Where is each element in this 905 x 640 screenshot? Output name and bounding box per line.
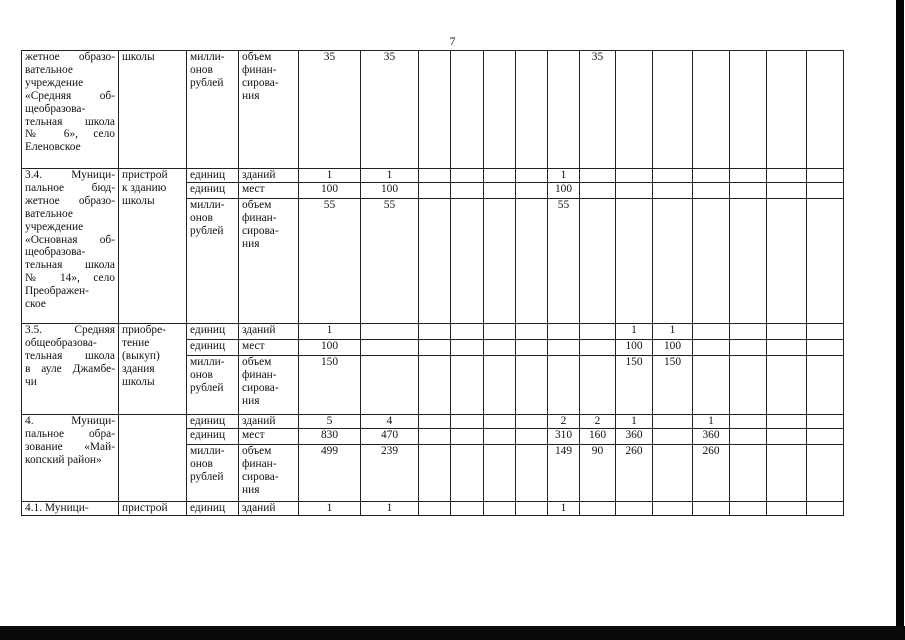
cell-line: (выкуп) [122,349,160,362]
value-cell: 35 [299,51,361,169]
value-cell [484,183,516,199]
value-cell [419,169,451,183]
value-cell: 35 [580,51,616,169]
scan-edge-bottom [0,626,905,640]
value-cell: 149 [548,445,580,502]
cell-line: пристрой [122,502,168,514]
cell-line: сирова- [242,76,279,89]
value-cell [693,199,730,324]
cell-line: рублей [190,470,224,483]
value-cell [653,199,693,324]
value-cell [693,340,730,356]
value-cell: 100 [616,340,653,356]
cell-line: в ауле Джамбе- [25,362,115,375]
cell-line: «Основная об- [25,233,115,246]
value-cell [516,169,548,183]
cell-line: № 14», село [25,272,115,285]
cell-line: единиц [190,415,226,427]
value-cell [653,429,693,445]
cell-line: единиц [190,502,226,514]
value-cell [693,502,730,516]
value-cell [767,445,807,502]
value-cell: 499 [299,445,361,502]
value-cell [730,429,767,445]
value-cell [484,415,516,429]
value-cell [616,502,653,516]
cell-line: рублей [190,224,224,237]
indicator-cell [239,51,299,169]
value-cell: 2 [548,415,580,429]
cell-line: здания [122,362,155,375]
value-cell: 1 [548,502,580,516]
cell-line: милли- [190,356,225,368]
value-cell [767,169,807,183]
value-cell [730,340,767,356]
value-cell: 1 [299,169,361,183]
value-cell [516,415,548,429]
cell-line: мест [242,429,265,441]
cell-line: единиц [190,169,226,181]
value-cell [580,340,616,356]
cell-line: единиц [190,340,226,352]
value-cell [451,183,484,199]
unit-cell [187,415,239,429]
value-cell: 360 [693,429,730,445]
work-type-cell [119,51,187,169]
cell-line: общеобразова- [25,336,97,349]
cell-line: вательное [25,63,73,76]
cell-line: финан- [242,457,277,470]
value-cell [419,502,451,516]
indicator-cell [239,340,299,356]
value-cell [730,51,767,169]
value-cell [653,169,693,183]
indicator-cell [239,199,299,324]
cell-line: единиц [190,429,226,441]
cell-line: милли- [190,445,225,457]
cell-line: рублей [190,381,224,394]
cell-line: тельная школа [25,349,115,362]
value-cell [730,169,767,183]
cell-line: 3.5. Средняя [25,324,115,336]
cell-line: 4. Муници- [25,415,115,427]
cell-line: мест [242,340,265,352]
value-cell [730,324,767,340]
cell-line: школы [122,375,155,388]
value-cell [767,415,807,429]
cell-line: Преображен- [25,285,89,298]
value-cell [616,51,653,169]
indicator-cell [239,169,299,183]
cell-line: тельная школа [25,115,115,128]
value-cell [484,429,516,445]
value-cell [653,51,693,169]
value-cell [451,502,484,516]
cell-line: сирова- [242,381,279,394]
value-cell [730,183,767,199]
table-row [22,324,844,340]
value-cell: 1 [361,169,419,183]
work-type-cell [119,169,187,324]
value-cell: 100 [548,183,580,199]
unit-cell [187,356,239,415]
value-cell [548,356,580,415]
cell-line: 4.1. Муници- [25,502,89,514]
value-cell: 1 [299,502,361,516]
value-cell: 1 [616,415,653,429]
value-cell [419,183,451,199]
cell-line: зданий [242,169,276,181]
table-row [22,415,844,429]
cell-line: онов [190,211,213,224]
value-cell [484,502,516,516]
value-cell: 830 [299,429,361,445]
cell-line: милли- [190,51,225,63]
indicator-cell [239,445,299,502]
cell-line: школы [122,51,155,63]
value-cell [580,199,616,324]
value-cell [580,169,616,183]
cell-line: Еленовское [25,141,81,154]
cell-line: щеобразова- [25,102,86,115]
value-cell [807,183,844,199]
value-cell [767,51,807,169]
value-cell [807,169,844,183]
value-cell [451,415,484,429]
work-type-cell [119,502,187,516]
value-cell: 1 [361,502,419,516]
value-cell [451,324,484,340]
value-cell [484,51,516,169]
value-cell: 150 [616,356,653,415]
object-name-cell [22,502,119,516]
cell-line: единиц [190,324,226,336]
value-cell [807,51,844,169]
cell-line: ния [242,483,260,496]
cell-line: № 6», село [25,128,115,141]
value-cell [451,169,484,183]
cell-line: сирова- [242,224,279,237]
value-cell [516,51,548,169]
value-cell [767,199,807,324]
cell-line: рублей [190,76,224,89]
value-cell [516,502,548,516]
cell-line: вательное [25,207,73,220]
cell-line: копский район» [25,453,102,466]
value-cell [730,199,767,324]
object-name-cell [22,415,119,502]
cell-line: объем [242,445,272,457]
value-cell [580,183,616,199]
value-cell: 100 [299,183,361,199]
cell-line: пристрой [122,169,168,181]
value-cell: 35 [361,51,419,169]
cell-line: зданий [242,415,276,427]
indicator-cell [239,502,299,516]
value-cell [484,169,516,183]
cell-line: единиц [190,183,226,195]
cell-line: онов [190,63,213,76]
value-cell [616,199,653,324]
cell-line: жетное образо- [25,194,115,207]
value-cell [419,415,451,429]
value-cell [484,340,516,356]
cell-line: пальное обра- [25,427,115,440]
value-cell [361,356,419,415]
cell-line: финан- [242,368,277,381]
value-cell: 160 [580,429,616,445]
value-cell [451,429,484,445]
value-cell: 1 [548,169,580,183]
cell-line: к зданию [122,181,167,194]
cell-line: зданий [242,502,276,514]
value-cell [767,502,807,516]
value-cell: 360 [616,429,653,445]
cell-line: 3.4. Муници- [25,169,115,181]
cell-line: объем [242,356,272,368]
unit-cell [187,502,239,516]
value-cell [730,356,767,415]
value-cell [419,356,451,415]
value-cell [730,445,767,502]
indicator-cell [239,183,299,199]
cell-line: милли- [190,199,225,211]
value-cell [616,183,653,199]
value-cell: 4 [361,415,419,429]
value-cell [807,324,844,340]
value-cell [653,502,693,516]
unit-cell [187,340,239,356]
value-cell [693,169,730,183]
cell-line: «Средняя об- [25,89,115,102]
value-cell [693,356,730,415]
value-cell [419,51,451,169]
work-type-cell [119,324,187,415]
value-cell: 5 [299,415,361,429]
cell-line: онов [190,368,213,381]
value-cell [580,356,616,415]
cell-line: школы [122,194,155,207]
value-cell [580,502,616,516]
value-cell [419,429,451,445]
value-cell [548,340,580,356]
value-cell [807,356,844,415]
work-type-cell [119,415,187,502]
value-cell [730,415,767,429]
value-cell [580,324,616,340]
indicator-cell [239,324,299,340]
value-cell [653,415,693,429]
value-cell: 55 [548,199,580,324]
indicator-cell [239,356,299,415]
cell-line: учреждение [25,220,84,233]
cell-line: ния [242,237,260,250]
value-cell: 2 [580,415,616,429]
scan-edge-right [896,0,904,640]
value-cell: 100 [299,340,361,356]
value-cell: 55 [299,199,361,324]
value-cell: 1 [616,324,653,340]
table-row [22,502,844,516]
unit-cell [187,429,239,445]
value-cell [516,340,548,356]
value-cell [807,445,844,502]
value-cell [516,199,548,324]
value-cell [767,340,807,356]
object-name-cell [22,169,119,324]
unit-cell [187,183,239,199]
value-cell [807,429,844,445]
value-cell [767,183,807,199]
value-cell [361,340,419,356]
cell-line: тение [122,336,150,349]
value-cell [767,356,807,415]
value-cell [451,356,484,415]
object-name-cell [22,51,119,169]
value-cell [419,324,451,340]
value-cell [516,445,548,502]
cell-line: сирова- [242,470,279,483]
cell-line: объем [242,199,272,211]
value-cell [807,502,844,516]
value-cell [419,445,451,502]
cell-line: ния [242,394,260,407]
cell-line: приобре- [122,324,166,336]
cell-line: финан- [242,63,277,76]
value-cell: 55 [361,199,419,324]
value-cell [730,502,767,516]
indicator-cell [239,415,299,429]
value-cell [419,199,451,324]
value-cell [767,429,807,445]
value-cell [767,324,807,340]
value-cell: 90 [580,445,616,502]
value-cell [516,324,548,340]
value-cell: 100 [653,340,693,356]
cell-line: мест [242,183,265,195]
value-cell [693,183,730,199]
cell-line: финан- [242,211,277,224]
unit-cell [187,169,239,183]
value-cell: 260 [693,445,730,502]
value-cell [548,51,580,169]
value-cell [693,51,730,169]
value-cell: 1 [299,324,361,340]
value-cell: 310 [548,429,580,445]
value-cell [653,183,693,199]
value-cell [484,199,516,324]
value-cell [616,169,653,183]
value-cell [451,51,484,169]
object-name-cell [22,324,119,415]
value-cell [419,340,451,356]
value-cell [484,356,516,415]
value-cell [548,324,580,340]
value-cell: 470 [361,429,419,445]
value-cell: 150 [299,356,361,415]
value-cell [516,183,548,199]
indicator-cell [239,429,299,445]
value-cell [484,324,516,340]
cell-line: учреждение [25,76,84,89]
value-cell [807,415,844,429]
cell-line: онов [190,457,213,470]
value-cell [451,445,484,502]
value-cell: 1 [653,324,693,340]
cell-line: жетное образо- [25,51,115,63]
value-cell [653,445,693,502]
cell-line: ния [242,89,260,102]
unit-cell [187,445,239,502]
value-cell: 1 [693,415,730,429]
cell-line: зданий [242,324,276,336]
page-number: 7 [449,34,456,48]
value-cell [484,445,516,502]
cell-line: ское [25,298,46,311]
cell-line: зование «Май- [25,440,115,453]
unit-cell [187,51,239,169]
table-row [22,169,844,183]
value-cell [451,340,484,356]
unit-cell [187,199,239,324]
value-cell: 150 [653,356,693,415]
value-cell [693,324,730,340]
value-cell: 100 [361,183,419,199]
table-row [22,51,844,169]
value-cell [516,429,548,445]
value-cell: 239 [361,445,419,502]
value-cell: 260 [616,445,653,502]
value-cell [451,199,484,324]
value-cell [361,324,419,340]
unit-cell [187,324,239,340]
program-table [21,50,844,516]
cell-line: чи [25,375,37,388]
cell-line: щеобразова- [25,246,86,259]
cell-line: тельная школа [25,259,115,272]
cell-line: объем [242,51,272,63]
value-cell [516,356,548,415]
cell-line: пальное бюд- [25,181,115,194]
value-cell [807,199,844,324]
value-cell [807,340,844,356]
